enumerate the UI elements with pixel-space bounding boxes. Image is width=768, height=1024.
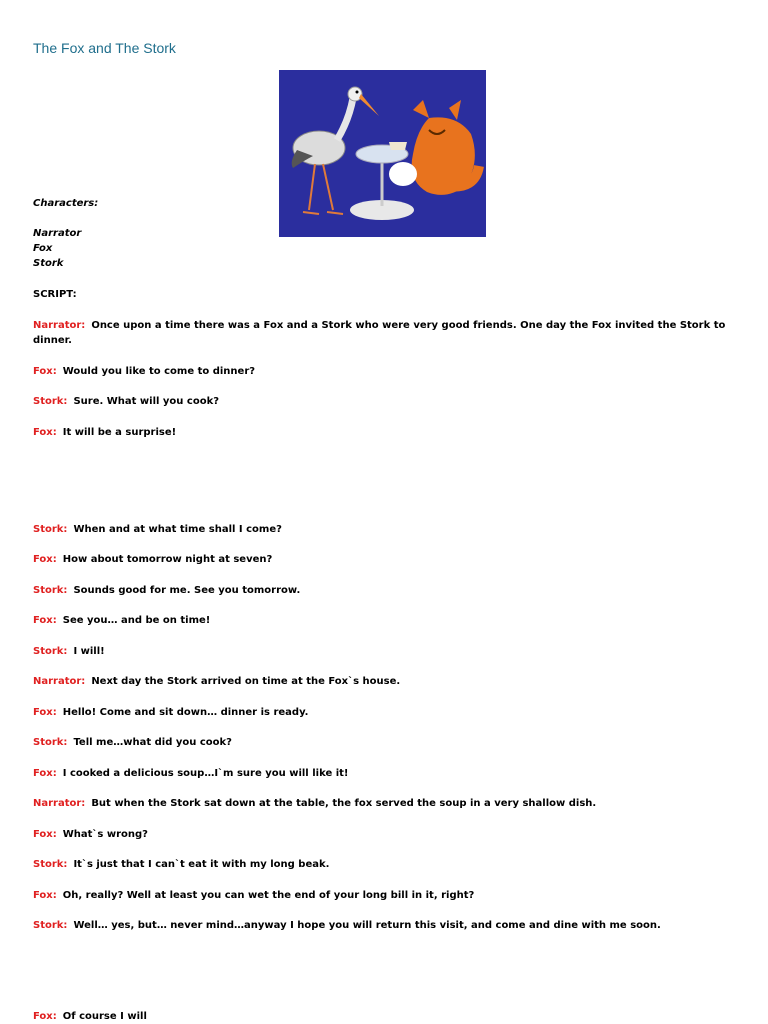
dialogue-text: Sounds good for me. See you tomorrow. bbox=[73, 585, 301, 596]
speaker-label: Fox: bbox=[33, 615, 57, 626]
script-line bbox=[33, 735, 733, 750]
script-line bbox=[33, 827, 733, 842]
character-fox: Fox bbox=[33, 243, 53, 254]
script-line bbox=[33, 888, 733, 903]
speaker-label: Fox: bbox=[33, 554, 57, 565]
dialogue-text: When and at what time shall I come? bbox=[73, 524, 282, 535]
script-line bbox=[33, 613, 733, 628]
script-line bbox=[33, 425, 733, 440]
script-line bbox=[33, 918, 733, 933]
dialogue-text: What`s wrong? bbox=[62, 829, 148, 840]
speaker-label: Fox: bbox=[33, 427, 57, 438]
speaker-label: Stork: bbox=[33, 737, 68, 748]
speaker-label: Fox: bbox=[33, 768, 57, 779]
speaker-label: Fox: bbox=[33, 366, 57, 377]
speaker-label: Stork: bbox=[33, 859, 68, 870]
speaker-label: Fox: bbox=[33, 890, 57, 901]
script-line bbox=[33, 394, 733, 409]
character-stork: Stork bbox=[33, 258, 64, 269]
speaker-label: Narrator: bbox=[33, 676, 86, 687]
script-line bbox=[33, 766, 733, 781]
dialogue-text: Hello! Come and sit down… dinner is ready. bbox=[62, 707, 309, 718]
characters-heading: Characters: bbox=[33, 198, 99, 209]
speaker-label: Fox: bbox=[33, 829, 57, 840]
fox-and-stork-illustration bbox=[279, 70, 486, 237]
dialogue-text: Of course I will bbox=[62, 1011, 147, 1022]
script-line bbox=[33, 318, 733, 348]
speaker-label: Stork: bbox=[33, 646, 68, 657]
illustration-graphic bbox=[279, 70, 486, 237]
dialogue-text: Sure. What will you cook? bbox=[73, 396, 220, 407]
script-line bbox=[33, 705, 733, 720]
script-line bbox=[33, 1009, 733, 1024]
speaker-label: Narrator: bbox=[33, 320, 86, 331]
script-line bbox=[33, 644, 733, 659]
document-title: The Fox and The Stork bbox=[33, 40, 176, 56]
dialogue-text: Next day the Stork arrived on time at the Fox`s house. bbox=[91, 676, 401, 687]
speaker-label: Stork: bbox=[33, 396, 68, 407]
speaker-label: Stork: bbox=[33, 585, 68, 596]
dialogue-text: Oh, really? Well at least you can wet the end of your long bill in it, right? bbox=[62, 890, 475, 901]
dialogue-text: How about tomorrow night at seven? bbox=[62, 554, 273, 565]
dialogue-text: Well… yes, but… never mind…anyway I hope you will return this visit, and come and dine with me soon. bbox=[73, 920, 661, 931]
dialogue-text: It will be a surprise! bbox=[62, 427, 177, 438]
script-line bbox=[33, 522, 733, 537]
speaker-label: Stork: bbox=[33, 524, 68, 535]
dialogue-text: Once upon a time there was a Fox and a Stork who were very good friends. One day the Fox invited the Stork to dinner. bbox=[33, 320, 726, 346]
speaker-label: Fox: bbox=[33, 707, 57, 718]
script-line bbox=[33, 364, 733, 379]
dialogue-text: Would you like to come to dinner? bbox=[62, 366, 256, 377]
script-line bbox=[33, 674, 733, 689]
speaker-label: Narrator: bbox=[33, 798, 86, 809]
character-narrator: Narrator bbox=[33, 228, 82, 239]
script-line bbox=[33, 552, 733, 567]
dialogue-text: But when the Stork sat down at the table, the fox served the soup in a very shallow dish. bbox=[91, 798, 597, 809]
dialogue-text: See you… and be on time! bbox=[62, 615, 211, 626]
speaker-label: Stork: bbox=[33, 920, 68, 931]
dialogue-text: I will! bbox=[73, 646, 105, 657]
script-line bbox=[33, 857, 733, 872]
script-line bbox=[33, 796, 733, 811]
script-line bbox=[33, 583, 733, 598]
dialogue-text: I cooked a delicious soup…I`m sure you will like it! bbox=[62, 768, 349, 779]
dialogue-text: Tell me…what did you cook? bbox=[73, 737, 232, 748]
speaker-label: Fox: bbox=[33, 1011, 57, 1022]
dialogue-text: It`s just that I can`t eat it with my long beak. bbox=[73, 859, 330, 870]
script-heading: SCRIPT: bbox=[33, 289, 77, 300]
